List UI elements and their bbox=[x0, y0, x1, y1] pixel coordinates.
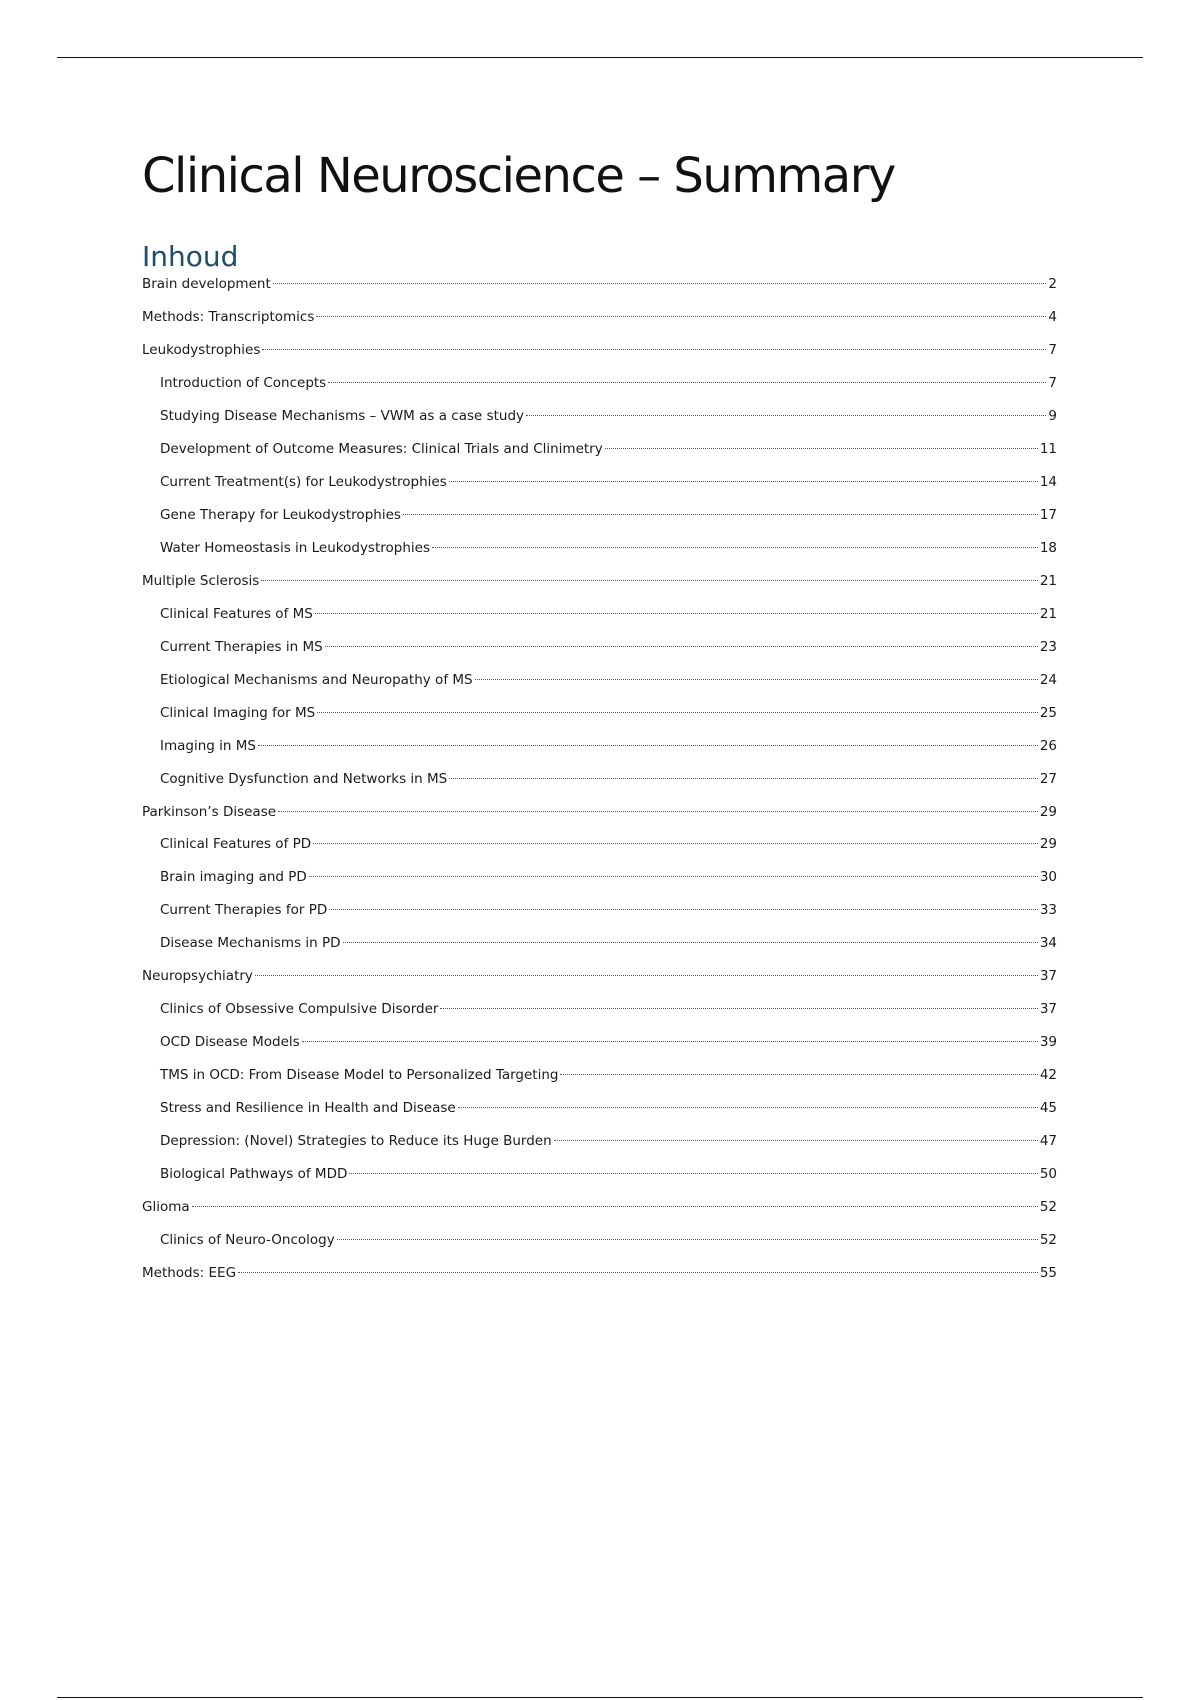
toc-dot-leader bbox=[316, 316, 1046, 317]
toc-entry-label: Stress and Resilience in Health and Disease bbox=[160, 1100, 456, 1117]
toc-entry[interactable] bbox=[142, 505, 1057, 525]
toc-entry-label: Leukodystrophies bbox=[142, 341, 261, 358]
toc-entry-label: Introduction of Concepts bbox=[160, 374, 327, 391]
toc-entry-label: Brain imaging and PD bbox=[160, 869, 307, 886]
toc-entry-label: Studying Disease Mechanisms – VWM as a case study bbox=[160, 407, 525, 424]
toc-entry-page-number: 29 bbox=[1039, 836, 1057, 853]
toc-entry-page-number: 25 bbox=[1039, 704, 1057, 721]
toc-entry-label: Neuropsychiatry bbox=[142, 968, 253, 985]
toc-entry-label: Current Therapies for PD bbox=[160, 902, 328, 919]
toc-entry-page-number: 2 bbox=[1048, 276, 1057, 292]
toc-dot-leader bbox=[328, 382, 1046, 383]
toc-entry-label: Clinics of Neuro-Oncology bbox=[160, 1232, 335, 1249]
toc-dot-leader bbox=[309, 876, 1038, 877]
toc-entry-page-number: 37 bbox=[1039, 968, 1057, 985]
toc-entry-label: Development of Outcome Measures: Clinical Trials and Clinimetry bbox=[160, 440, 603, 457]
toc-entry-label: Clinical Features of PD bbox=[160, 836, 312, 853]
toc-entry-label: Clinics of Obsessive Compulsive Disorder bbox=[160, 1001, 439, 1018]
toc-dot-leader bbox=[560, 1074, 1037, 1075]
toc-dot-leader bbox=[403, 514, 1038, 515]
toc-entry[interactable] bbox=[142, 604, 1057, 624]
toc-entry-page-number: 29 bbox=[1039, 803, 1057, 820]
toc-entry-page-number: 33 bbox=[1039, 902, 1057, 919]
toc-entry[interactable] bbox=[142, 406, 1057, 426]
toc-entry[interactable] bbox=[142, 274, 1057, 294]
toc-entry-label: Clinical Features of MS bbox=[160, 605, 313, 622]
toc-entry-label: Methods: EEG bbox=[142, 1265, 237, 1282]
toc-entry[interactable] bbox=[142, 966, 1057, 986]
toc-entry-page-number: 52 bbox=[1039, 1232, 1057, 1249]
toc-entry-label: TMS in OCD: From Disease Model to Personalized Targeting bbox=[160, 1067, 559, 1084]
toc-entry[interactable] bbox=[142, 373, 1057, 393]
toc-entry-label: Disease Mechanisms in PD bbox=[160, 935, 341, 952]
toc-entry[interactable] bbox=[142, 571, 1057, 591]
toc-entry-label: Brain development bbox=[142, 276, 271, 292]
toc-entry-label: Cognitive Dysfunction and Networks in MS bbox=[160, 770, 448, 787]
toc-entry[interactable] bbox=[142, 307, 1057, 327]
table-of-contents bbox=[142, 274, 1057, 1296]
toc-entry[interactable] bbox=[142, 769, 1057, 789]
toc-entry[interactable] bbox=[142, 802, 1057, 822]
toc-entry-label: Clinical Imaging for MS bbox=[160, 704, 316, 721]
toc-entry[interactable] bbox=[142, 1263, 1057, 1283]
toc-dot-leader bbox=[273, 283, 1047, 284]
toc-entry-page-number: 52 bbox=[1039, 1199, 1057, 1216]
toc-entry-page-number: 55 bbox=[1039, 1265, 1057, 1282]
toc-entry-label: Parkinson’s Disease bbox=[142, 803, 277, 820]
toc-entry[interactable] bbox=[142, 900, 1057, 920]
toc-entry[interactable] bbox=[142, 1230, 1057, 1250]
toc-dot-leader bbox=[458, 1107, 1038, 1108]
toc-entry-page-number: 37 bbox=[1039, 1001, 1057, 1018]
toc-dot-leader bbox=[255, 975, 1038, 976]
toc-entry-label: Etiological Mechanisms and Neuropathy of MS bbox=[160, 671, 473, 688]
toc-dot-leader bbox=[349, 1173, 1037, 1174]
toc-dot-leader bbox=[313, 843, 1038, 844]
toc-dot-leader bbox=[238, 1272, 1038, 1273]
toc-dot-leader bbox=[317, 712, 1038, 713]
toc-entry-page-number: 50 bbox=[1039, 1166, 1057, 1183]
toc-entry[interactable] bbox=[142, 999, 1057, 1019]
toc-entry-label: Methods: Transcriptomics bbox=[142, 308, 315, 325]
toc-dot-leader bbox=[315, 613, 1038, 614]
toc-entry-page-number: 34 bbox=[1039, 935, 1057, 952]
toc-entry-label: Water Homeostasis in Leukodystrophies bbox=[160, 539, 430, 556]
header-rule bbox=[57, 57, 1143, 58]
toc-dot-leader bbox=[343, 942, 1038, 943]
toc-entry-page-number: 18 bbox=[1039, 539, 1057, 556]
toc-entry-label: Glioma bbox=[142, 1199, 190, 1216]
toc-dot-leader bbox=[262, 349, 1046, 350]
toc-dot-leader bbox=[192, 1206, 1038, 1207]
toc-entry-page-number: 45 bbox=[1039, 1100, 1057, 1117]
toc-entry[interactable] bbox=[142, 703, 1057, 723]
toc-dot-leader bbox=[449, 481, 1038, 482]
toc-dot-leader bbox=[440, 1008, 1037, 1009]
toc-entry[interactable] bbox=[142, 1131, 1057, 1151]
toc-dot-leader bbox=[337, 1239, 1038, 1240]
toc-entry[interactable] bbox=[142, 867, 1057, 887]
toc-dot-leader bbox=[526, 415, 1046, 416]
toc-entry-page-number: 24 bbox=[1039, 671, 1057, 688]
toc-entry-page-number: 30 bbox=[1039, 869, 1057, 886]
toc-entry-label: Current Treatment(s) for Leukodystrophies bbox=[160, 473, 447, 490]
document-title: Clinical Neuroscience – Summary bbox=[142, 148, 895, 204]
toc-entry-page-number: 14 bbox=[1039, 473, 1057, 490]
toc-entry-page-number: 27 bbox=[1039, 770, 1057, 787]
toc-entry-page-number: 21 bbox=[1039, 572, 1057, 589]
toc-dot-leader bbox=[302, 1041, 1038, 1042]
toc-entry[interactable] bbox=[142, 933, 1057, 953]
toc-entry-label: Biological Pathways of MDD bbox=[160, 1166, 348, 1183]
toc-entry[interactable] bbox=[142, 1032, 1057, 1052]
toc-entry[interactable] bbox=[142, 1164, 1057, 1184]
toc-dot-leader bbox=[554, 1140, 1038, 1141]
toc-dot-leader bbox=[261, 580, 1038, 581]
toc-entry[interactable] bbox=[142, 439, 1057, 459]
toc-entry[interactable] bbox=[142, 538, 1057, 558]
toc-entry-page-number: 26 bbox=[1039, 737, 1057, 754]
toc-dot-leader bbox=[605, 448, 1038, 449]
toc-entry-page-number: 17 bbox=[1039, 506, 1057, 523]
toc-entry-page-number: 47 bbox=[1039, 1133, 1057, 1150]
toc-entry-label: Multiple Sclerosis bbox=[142, 572, 260, 589]
toc-entry-page-number: 7 bbox=[1048, 341, 1057, 358]
toc-entry[interactable] bbox=[142, 472, 1057, 492]
toc-dot-leader bbox=[329, 909, 1038, 910]
toc-entry-page-number: 39 bbox=[1039, 1034, 1057, 1051]
toc-entry[interactable] bbox=[142, 340, 1057, 360]
toc-entry[interactable] bbox=[142, 736, 1057, 756]
toc-entry[interactable] bbox=[142, 1098, 1057, 1118]
toc-entry[interactable] bbox=[142, 1065, 1057, 1085]
toc-entry-label: Imaging in MS bbox=[160, 737, 256, 754]
footer-rule bbox=[57, 1697, 1143, 1698]
toc-heading: Inhoud bbox=[142, 240, 239, 273]
toc-entry-page-number: 21 bbox=[1039, 605, 1057, 622]
toc-entry-page-number: 9 bbox=[1048, 407, 1057, 424]
toc-entry-page-number: 4 bbox=[1048, 308, 1057, 325]
toc-dot-leader bbox=[449, 778, 1038, 779]
toc-entry-label: OCD Disease Models bbox=[160, 1034, 300, 1051]
toc-entry[interactable] bbox=[142, 637, 1057, 657]
toc-entry-label: Gene Therapy for Leukodystrophies bbox=[160, 506, 401, 523]
toc-entry-label: Current Therapies in MS bbox=[160, 638, 323, 655]
toc-dot-leader bbox=[325, 646, 1038, 647]
toc-dot-leader bbox=[475, 679, 1038, 680]
toc-entry[interactable] bbox=[142, 1197, 1057, 1217]
toc-dot-leader bbox=[278, 811, 1038, 812]
toc-entry-page-number: 11 bbox=[1039, 440, 1057, 457]
toc-entry-page-number: 23 bbox=[1039, 638, 1057, 655]
toc-dot-leader bbox=[432, 547, 1038, 548]
toc-entry-page-number: 42 bbox=[1039, 1067, 1057, 1084]
toc-entry-label: Depression: (Novel) Strategies to Reduce its Huge Burden bbox=[160, 1133, 552, 1150]
toc-dot-leader bbox=[258, 745, 1038, 746]
toc-entry[interactable] bbox=[142, 834, 1057, 854]
toc-entry-page-number: 7 bbox=[1048, 374, 1057, 391]
toc-entry[interactable] bbox=[142, 670, 1057, 690]
